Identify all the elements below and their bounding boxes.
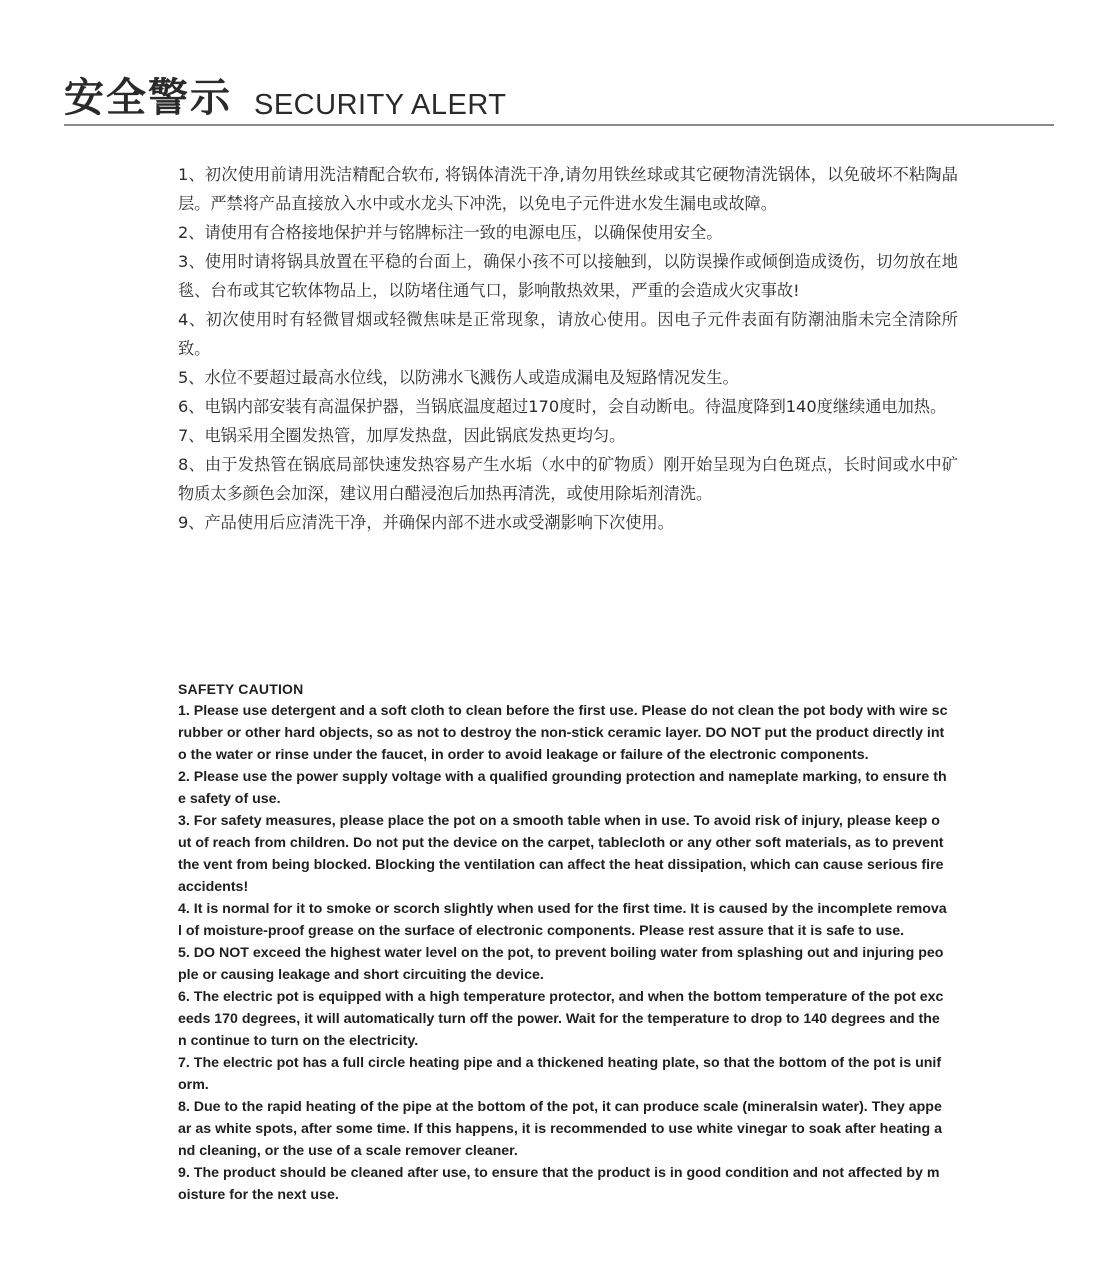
english-safety-section [178, 678, 948, 1206]
safety-caution-heading: SAFETY CAUTION [178, 681, 304, 697]
chinese-safety-list [178, 160, 958, 537]
chinese-safety-item: 9、产品使用后应清洗干净，并确保内部不进水或受潮影响下次使用。 [178, 513, 674, 532]
chinese-safety-item: 2、请使用有合格接地保护并与铭牌标注一致的电源电压，以确保使用安全。 [178, 223, 723, 242]
english-safety-item: 1. Please use detergent and a soft cloth to clean before the first use. Please do not clean the pot body with wire scrubber or other hard objects, so as not to destroy the non-stick ceramic layer. DO NOT put the product directly into the water or rinse under the faucet, in order to avoid leakage or failure of the electronic components. [178, 703, 948, 763]
english-safety-item: 9. The product should be cleaned after use, to ensure that the product is in good condition and not affected by moisture for the next use. [178, 1165, 940, 1203]
english-safety-item: 7. The electric pot has a full circle heating pipe and a thickened heating plate, so that the bottom of the pot is uniform. [178, 1055, 942, 1093]
chinese-safety-item: 7、电锅采用全圈发热管，加厚发热盘，因此锅底发热更均匀。 [178, 426, 626, 445]
page-title-chinese: 安全警示 [64, 75, 232, 121]
chinese-safety-item: 5、水位不要超过最高水位线，以防沸水飞溅伤人或造成漏电及短路情况发生。 [178, 368, 739, 387]
english-safety-list [178, 700, 948, 1206]
english-safety-item: 5. DO NOT exceed the highest water level on the pot, to prevent boiling water from splashing out and injuring people or causing leakage and short circuiting the device. [178, 945, 944, 983]
chinese-safety-item: 4、初次使用时有轻微冒烟或轻微焦味是正常现象，请放心使用。因电子元件表面有防潮油脂未完全清除所致。 [178, 310, 958, 358]
english-safety-item: 2. Please use the power supply voltage with a qualified grounding protection and nameplate marking, to ensure the safety of use. [178, 769, 947, 807]
english-safety-item: 4. It is normal for it to smoke or scorch slightly when used for the first time. It is caused by the incomplete removal of moisture-proof grease on the surface of electronic components. Please rest assure that it is safe to use. [178, 901, 947, 939]
chinese-safety-item: 1、初次使用前请用洗洁精配合软布, 将锅体清洗干净,请勿用铁丝球或其它硬物清洗锅体，以免破坏不粘陶晶层。严禁将产品直接放入水中或水龙头下冲洗，以免电子元件进水发生漏电或故障。 [178, 165, 958, 213]
english-safety-item: 3. For safety measures, please place the pot on a smooth table when in use. To avoid risk of injury, please keep out of reach from children. Do not put the device on the carpet, tablecloth or any other soft materials, as to prevent the vent from being blocked. Blocking the ventilation can affect the heat dissipation, which can cause serious fire accidents! [178, 813, 944, 895]
page-header [64, 74, 1054, 126]
chinese-safety-item: 8、由于发热管在锅底局部快速发热容易产生水垢（水中的矿物质）刚开始呈现为白色斑点，长时间或水中矿物质太多颜色会加深，建议用白醋浸泡后加热再清洗，或使用除垢剂清洗。 [178, 455, 958, 503]
english-safety-item: 6. The electric pot is equipped with a high temperature protector, and when the bottom temperature of the pot exceeds 170 degrees, it will automatically turn off the power. Wait for the temperature to drop to 140 degrees and then continue to turn on the electricity. [178, 989, 944, 1049]
page-title-english: SECURITY ALERT [254, 89, 507, 121]
english-safety-item: 8. Due to the rapid heating of the pipe at the bottom of the pot, it can produce scale (mineralsin water). They appear as white spots, after some time. If this happens, it is recommended to use white vinegar to soak after heating and cleaning, or the use of a scale remover cleaner. [178, 1099, 942, 1159]
chinese-safety-item: 3、使用时请将锅具放置在平稳的台面上，确保小孩不可以接触到，以防误操作或倾倒造成烫伤，切勿放在地毯、台布或其它软体物品上，以防堵住通气口，影响散热效果，严重的会造成火灾事故! [178, 252, 958, 300]
chinese-safety-item: 6、电锅内部安装有高温保护器，当锅底温度超过170度时，会自动断电。待温度降到140度继续通电加热。 [178, 397, 947, 416]
header-divider [64, 124, 1054, 126]
